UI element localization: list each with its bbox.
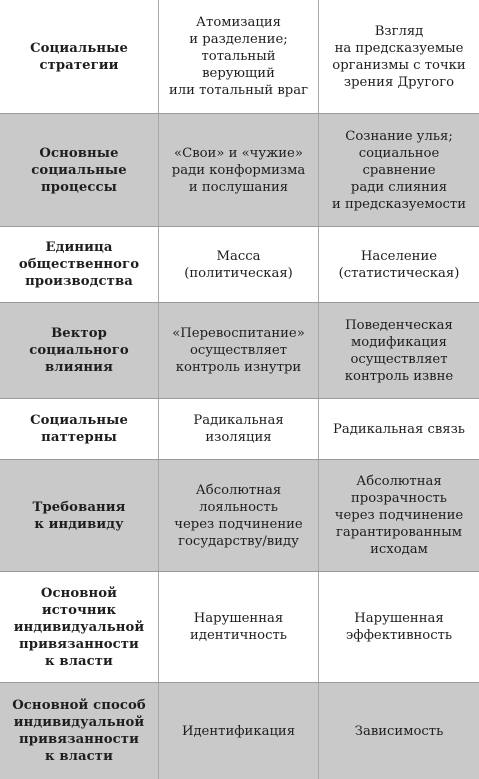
cell-column-2: Радикальная связь — [333, 421, 465, 437]
cell-column-1: Абсолютная лояльность через подчинение государству/виду — [174, 482, 303, 549]
row-divider — [0, 113, 479, 114]
cell-column-1: Идентификация — [181, 723, 296, 739]
table-row-social-strategies — [0, 0, 479, 113]
table-row-attachment-mode — [0, 683, 479, 779]
cell-column-2: Сознание улья; социальное сравнение ради слияния и предсказуемости — [331, 128, 467, 212]
row-label: Социальные паттерны — [30, 413, 128, 445]
cell-column-1: Масса (политическая) — [184, 248, 293, 281]
cell-column-1: Нарушенная идентичность — [190, 611, 287, 643]
row-divider — [0, 398, 479, 399]
table-row-attachment-source — [0, 572, 479, 682]
cell-column-1: Атомизация и разделение; тотальный верующий или тотальный враг — [168, 15, 308, 98]
row-divider — [0, 571, 479, 572]
cell-column-1: «Перевоспитание» осуществляет контроль изнутри — [172, 326, 305, 375]
cell-column-2: Абсолютная прозрачность через подчинение гарантированным исходам — [334, 474, 464, 557]
row-divider — [0, 682, 479, 683]
cell-column-2: Население (статистическая) — [338, 248, 460, 281]
row-label: Единица общественного производства — [18, 240, 140, 289]
table-row-social-processes — [0, 114, 479, 226]
row-label: Вектор социального влияния — [29, 326, 129, 375]
row-label: Основные социальные процессы — [31, 145, 127, 195]
table-row-individual-demands — [0, 460, 479, 571]
row-label: Основной источник индивидуальной привязанности к власти — [13, 585, 145, 669]
row-divider — [0, 459, 479, 460]
row-label: Основной способ индивидуальной привязанности к власти — [12, 698, 146, 764]
table-row-influence-vector — [0, 303, 479, 398]
row-divider — [0, 226, 479, 227]
column-divider — [158, 0, 159, 779]
table-row-production-unit — [0, 227, 479, 302]
column-divider — [318, 0, 319, 779]
row-label: Социальные стратегии — [30, 40, 128, 73]
cell-column-2: Нарушенная эффективность — [345, 611, 453, 643]
cell-column-1: «Свои» и «чужие» ради конформизма и послушания — [171, 145, 306, 195]
row-label: Требования к индивиду — [32, 499, 126, 532]
cell-column-2: Взгляд на предсказуемые организмы с точки зрения Другого — [332, 23, 466, 90]
cell-column-2: Зависимость — [354, 723, 444, 739]
table-row-social-patterns — [0, 399, 479, 459]
cell-column-2: Поведенческая модификация осуществляет контроль извне — [344, 317, 454, 384]
row-divider — [0, 302, 479, 303]
cell-column-1: Радикальная изоляция — [193, 413, 284, 445]
